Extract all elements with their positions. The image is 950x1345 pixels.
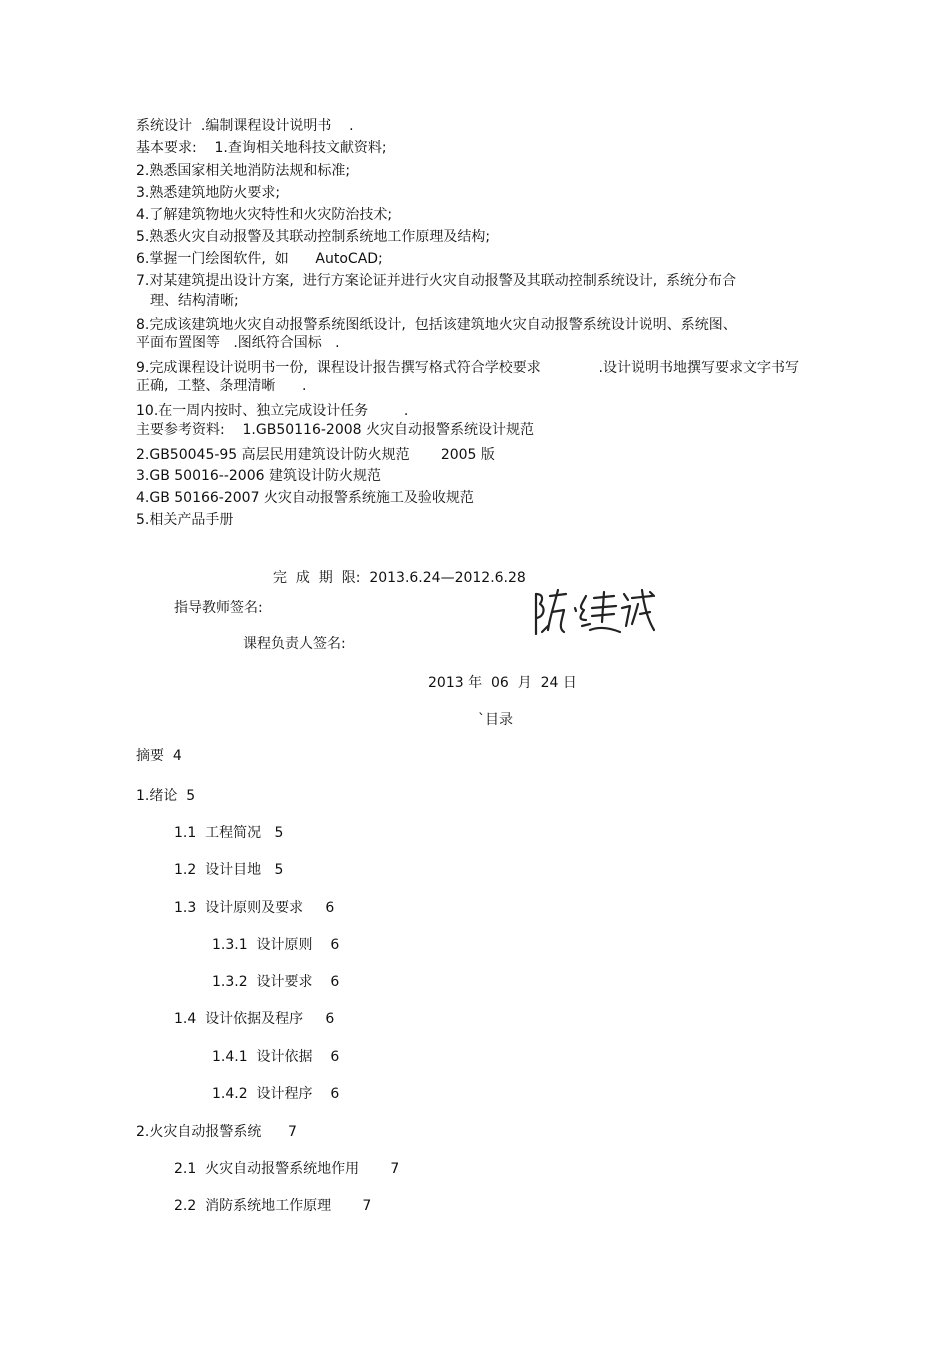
requirement-item: 5.熟悉火灾自动报警及其联动控制系统地工作原理及结构;: [136, 229, 491, 245]
toc-entry: 1.3.1 设计原则 6: [212, 937, 340, 953]
requirement-item-continuation: 理、结构清晰;: [150, 293, 239, 309]
requirement-item: 7.对某建筑提出设计方案, 进行方案论证并进行火灾自动报警及其联动控制系统设计, 系统分布合: [136, 273, 737, 289]
requirement-item-continuation: 正确, 工整、条理清晰 .: [136, 378, 307, 394]
toc-entry: 1.3.2 设计要求 6: [212, 974, 340, 990]
course-lead-signature-label: 课程负责人签名:: [243, 636, 346, 652]
toc-entry: 1.1 工程简况 5: [174, 825, 284, 841]
advisor-signature-label: 指导教师签名:: [174, 600, 263, 616]
reference-item: 3.GB 50016--2006 建筑设计防火规范: [136, 468, 381, 484]
date-line: 2013 年 06 月 24 日: [428, 675, 577, 691]
toc-title: `目录: [478, 712, 513, 728]
toc-entry: 1.4.1 设计依据 6: [212, 1049, 340, 1065]
basic-requirements-line: 基本要求: 1.查询相关地科技文献资料;: [136, 140, 387, 156]
requirement-item: 2.熟悉国家相关地消防法规和标准;: [136, 163, 351, 179]
toc-entry: 摘要 4: [136, 748, 182, 764]
requirement-item: 4.了解建筑物地火灾特性和火灾防治技术;: [136, 207, 393, 223]
handwritten-signature: [528, 586, 658, 638]
toc-entry: 1.4.2 设计程序 6: [212, 1086, 340, 1102]
reference-item: 5.相关产品手册: [136, 512, 234, 528]
toc-entry: 2.1 火灾自动报警系统地作用 7: [174, 1161, 400, 1177]
requirement-item: 3.熟悉建筑地防火要求;: [136, 185, 281, 201]
requirement-item-continuation: 平面布置图等 .图纸符合国标 .: [136, 335, 340, 351]
requirement-item: 6.掌握一门绘图软件, 如 AutoCAD;: [136, 251, 383, 267]
toc-entry: 1.2 设计目地 5: [174, 862, 284, 878]
references-line: 主要参考资料: 1.GB50116-2008 火灾自动报警系统设计规范: [136, 422, 534, 438]
requirement-item: 9.完成课程设计说明书一份, 课程设计报告撰写格式符合学校要求 .设计说明书地撰写要求文字书写: [136, 360, 800, 376]
toc-entry: 2.火灾自动报警系统 7: [136, 1124, 297, 1140]
toc-entry: 2.2 消防系统地工作原理 7: [174, 1198, 372, 1214]
requirement-item: 10.在一周内按时、独立完成设计任务 .: [136, 403, 409, 419]
reference-item: 2.GB50045-95 高层民用建筑设计防火规范 2005 版: [136, 447, 495, 463]
reference-item: 4.GB 50166-2007 火灾自动报警系统施工及验收规范: [136, 490, 474, 506]
deadline: 完 成 期 限: 2013.6.24—2012.6.28: [273, 570, 526, 586]
toc-entry: 1.4 设计依据及程序 6: [174, 1011, 335, 1027]
toc-entry: 1.3 设计原则及要求 6: [174, 900, 335, 916]
toc-entry: 1.绪论 5: [136, 788, 196, 804]
requirement-item: 8.完成该建筑地火灾自动报警系统图纸设计, 包括该建筑地火灾自动报警系统设计说明、系统图、: [136, 317, 737, 333]
task-line: 系统设计 .编制课程设计说明书 .: [136, 118, 354, 134]
